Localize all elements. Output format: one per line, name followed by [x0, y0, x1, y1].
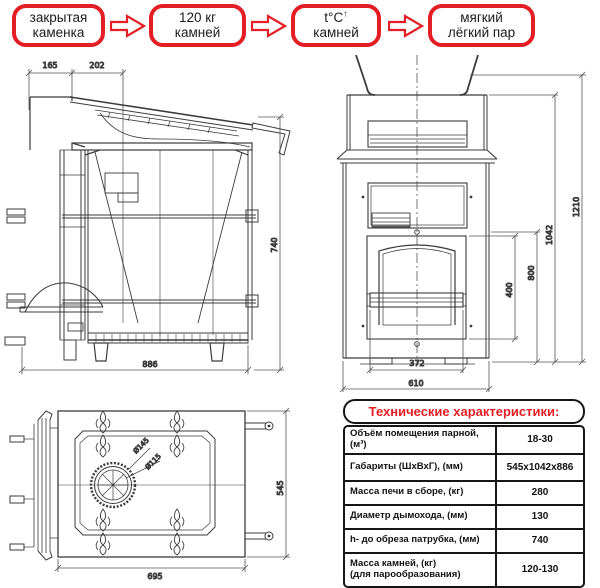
dim-740: 740	[270, 237, 279, 253]
front-view-drawing	[300, 55, 600, 400]
row-label: Габариты (ШхВхГ), (мм)	[350, 460, 463, 472]
row-label-line2: (для парообразования)	[350, 568, 461, 580]
table-row	[345, 552, 583, 586]
up-arrow-icon: ↑	[343, 8, 348, 19]
row-value: 120-130	[521, 564, 559, 576]
dim-pipe-diameter: Ø115	[143, 452, 163, 472]
top-plate	[58, 431, 245, 535]
side-top-dimensions	[26, 69, 126, 113]
open-door-leaf	[10, 411, 58, 560]
row-label: Масса печи в сборе, (кг)	[350, 486, 464, 498]
table-row	[345, 453, 583, 480]
side-lid	[30, 97, 290, 155]
row-label: h- до обреза патрубка, (мм)	[350, 534, 480, 546]
dim-202: 202	[89, 61, 105, 70]
dim-545: 545	[276, 480, 285, 496]
side-body	[72, 113, 252, 340]
top-view-dimensions	[55, 408, 290, 572]
flow-arrow-icon	[251, 13, 287, 39]
dim-1210: 1210	[572, 196, 581, 218]
side-base-and-feet	[88, 333, 248, 361]
side-deflector	[20, 283, 103, 331]
side-front-panel	[5, 150, 85, 360]
dim-800: 800	[527, 265, 536, 281]
side-bottom-dimension	[19, 345, 251, 374]
flow-badge-120kg-stones	[149, 4, 246, 47]
hinges	[245, 422, 273, 540]
side-view-drawing	[0, 55, 300, 400]
badge-text: мягкий	[460, 9, 503, 25]
badge-text: t°C↑	[324, 8, 348, 25]
dim-695: 695	[147, 572, 163, 581]
flow-badge-closed-heater	[12, 4, 105, 47]
flow-badge-stone-temperature	[291, 4, 381, 47]
dim-886: 886	[142, 360, 158, 369]
row-value: 280	[531, 487, 549, 499]
row-value: 545x1042x886	[506, 461, 574, 473]
row-label: Диаметр дымохода, (мм)	[350, 510, 468, 522]
dim-flange-diameter: Ø145	[131, 436, 151, 456]
flow-badge-soft-steam	[428, 4, 535, 47]
badge-text: лёгкий пар	[447, 24, 516, 40]
table-row	[345, 504, 583, 528]
badge-text: 120 кг	[178, 9, 217, 25]
top-view-drawing	[0, 398, 300, 588]
row-label: Масса камней, (кг)	[350, 557, 437, 569]
flow-arrow-icon	[388, 13, 424, 39]
dim-400: 400	[505, 282, 514, 298]
badge-text: камней	[174, 24, 221, 40]
cast-ornaments	[96, 411, 184, 555]
dim-165: 165	[42, 61, 58, 70]
specs-table-body	[343, 425, 585, 588]
row-value: 740	[531, 535, 549, 547]
specs-table	[343, 399, 585, 588]
flow-arrow-icon	[110, 13, 146, 39]
badge-text: каменка	[32, 24, 85, 40]
badge-text: камней	[313, 24, 359, 40]
table-row	[345, 480, 583, 504]
chimney-collar	[91, 448, 160, 507]
dim-610: 610	[408, 379, 424, 388]
row-label: Объём помещения парной, (м³)	[350, 428, 479, 450]
table-row	[345, 427, 583, 453]
row-value: 18-30	[527, 434, 553, 446]
row-value: 130	[531, 511, 549, 523]
specs-table-title: Технические характеристики:	[343, 399, 585, 424]
table-row	[345, 528, 583, 552]
dim-1042: 1042	[545, 224, 554, 246]
dim-372: 372	[409, 359, 425, 368]
badge-text: закрытая	[29, 9, 88, 25]
